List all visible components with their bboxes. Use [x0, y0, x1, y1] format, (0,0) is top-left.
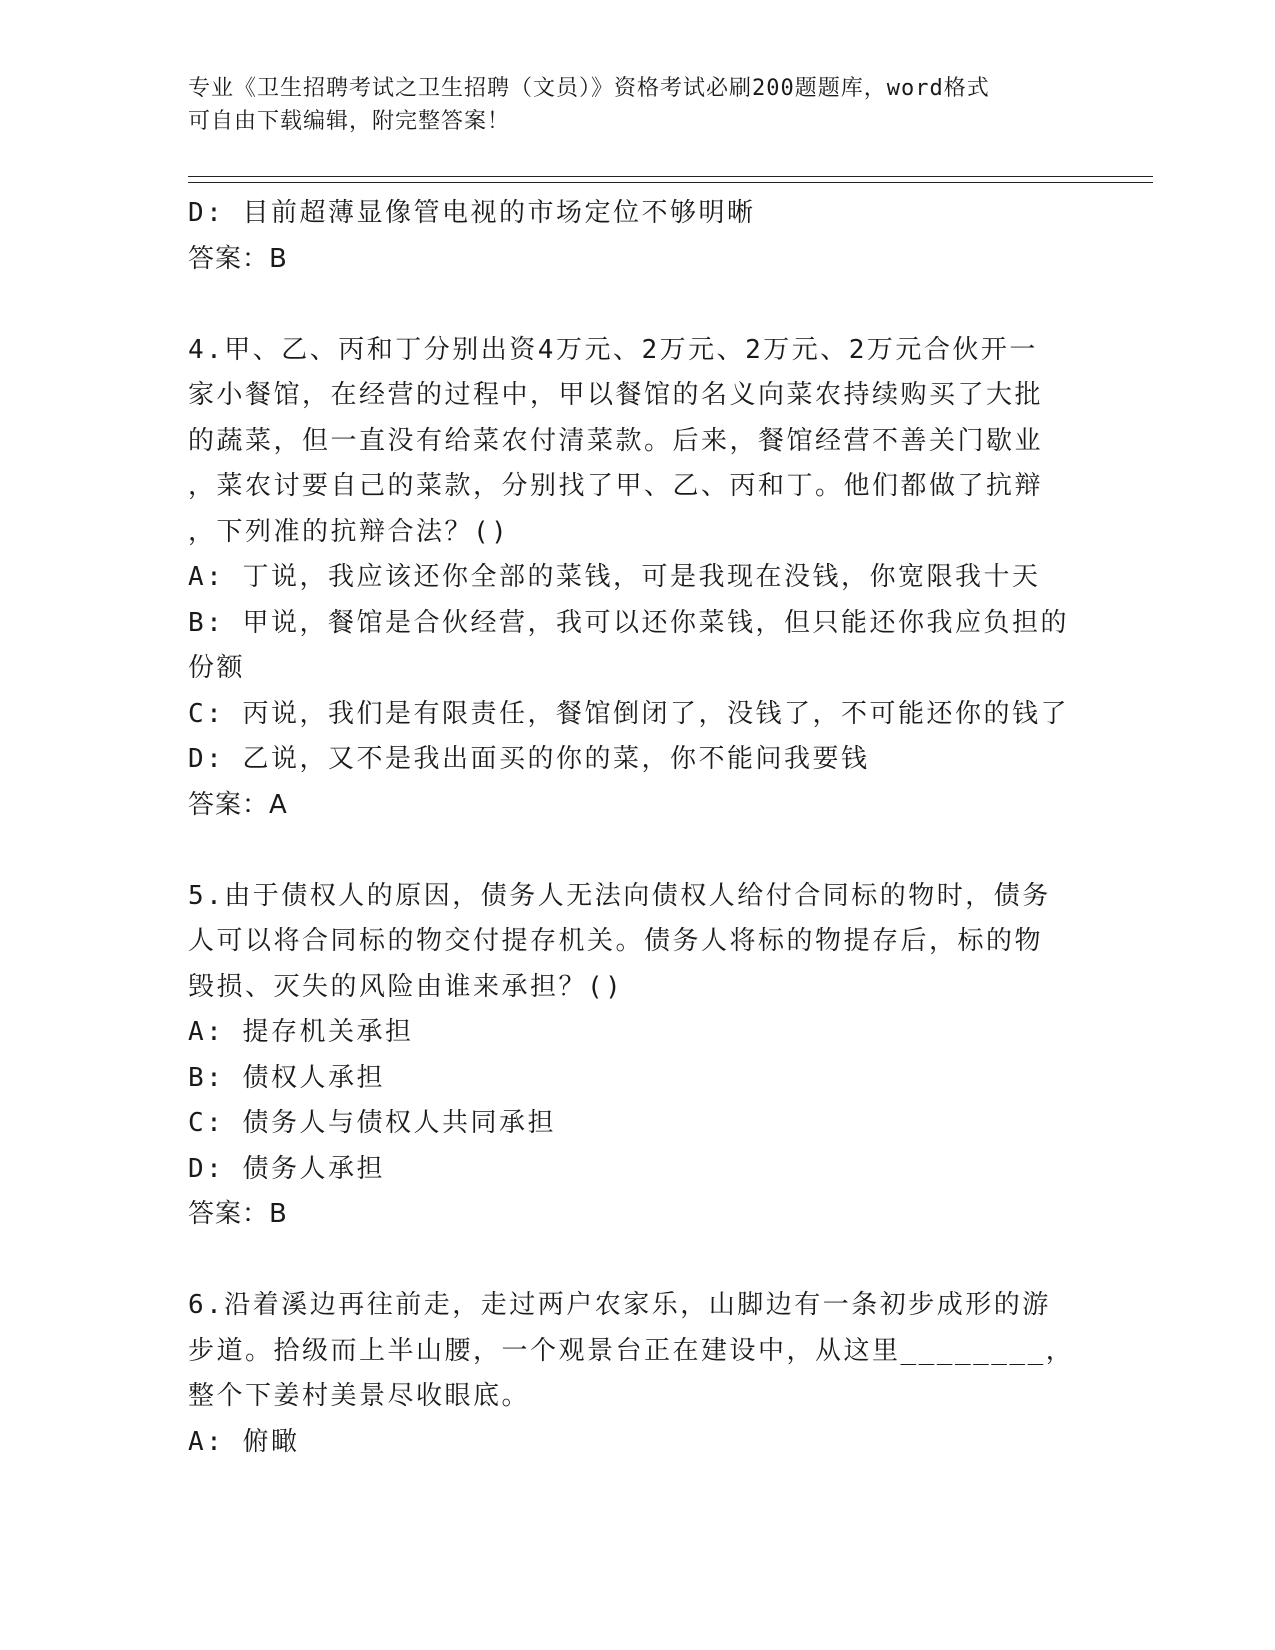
option-b-continued: 份额: [188, 653, 246, 683]
option-d: D: 目前超薄显像管电视的市场定位不够明晰: [188, 198, 756, 228]
answer: 答案：A: [188, 789, 288, 820]
option-a: A: 俯瞰: [188, 1426, 300, 1457]
option-c: C: 债务人与债权人共同承担: [188, 1108, 556, 1138]
option-d: D: 债务人承担: [188, 1153, 385, 1184]
header-divider-top: [188, 176, 1153, 177]
question-stem-line: ，下列准的抗辩合法？(): [188, 516, 510, 547]
question-3-tail: [188, 191, 1088, 282]
option-d: D: 乙说，又不是我出面买的你的菜，你不能问我要钱: [188, 744, 870, 774]
option-a: A: 丁说，我应该还你全部的菜钱，可是我现在没钱，你宽限我十天: [188, 562, 1041, 592]
question-4: [188, 328, 1088, 829]
answer: 答案：B: [188, 243, 288, 274]
header-divider-bottom: [188, 182, 1153, 183]
option-b: B: 债权人承担: [188, 1062, 385, 1093]
option-b: B: 甲说，餐馆是合伙经营，我可以还你菜钱，但只能还你我应负担的: [188, 607, 1069, 638]
header-title-line-1: 专业《卫生招聘考试之卫生招聘（文员）》资格考试必刷200题题库，word格式: [188, 76, 990, 101]
question-stem-line: 4.甲、乙、丙和丁分别出资4万元、2万元、2万元、2万元合伙开一: [188, 334, 1038, 365]
question-stem-line: 人可以将合同标的物交付提存机关。债务人将标的物提存后，标的物: [188, 926, 1044, 956]
question-5: [188, 874, 1088, 1238]
answer: 答案：B: [188, 1199, 288, 1229]
question-stem-line: 家小餐馆，在经营的过程中，甲以餐馆的名义向菜农持续购买了大批: [188, 380, 1044, 410]
option-c: C: 丙说，我们是有限责任，餐馆倒闭了，没钱了，不可能还你的钱了: [188, 698, 1069, 729]
question-stem-line: 步道。拾级而上半山腰，一个观景台正在建设中，从这里________，: [188, 1335, 1075, 1366]
question-stem-line: 5.由于债权人的原因，债务人无法向债权人给付合同标的物时，债务: [188, 880, 1051, 911]
spacer: [188, 282, 1088, 328]
spacer: [188, 828, 1088, 874]
document-header: [188, 72, 1068, 138]
question-stem-line: 整个下姜村美景尽收眼底。: [188, 1381, 531, 1411]
question-stem-line: 6.沿着溪边再往前走，走过两户农家乐，山脚边有一条初步成形的游: [188, 1290, 1051, 1320]
question-stem-line: 的蔬菜，但一直没有给菜农付清菜款。后来，餐馆经营不善关门歇业: [188, 425, 1044, 456]
option-a: A: 提存机关承担: [188, 1017, 414, 1047]
question-stem-line: 毁损、灭失的风险由谁来承担？(): [188, 971, 624, 1002]
question-6: [188, 1283, 1088, 1465]
question-stem-line: ，菜农讨要自己的菜款，分别找了甲、乙、丙和丁。他们都做了抗辩: [188, 471, 1044, 501]
header-title-line-2: 可自由下载编辑，附完整答案！: [188, 109, 511, 134]
question-list: [188, 191, 1088, 1465]
spacer: [188, 1238, 1088, 1284]
